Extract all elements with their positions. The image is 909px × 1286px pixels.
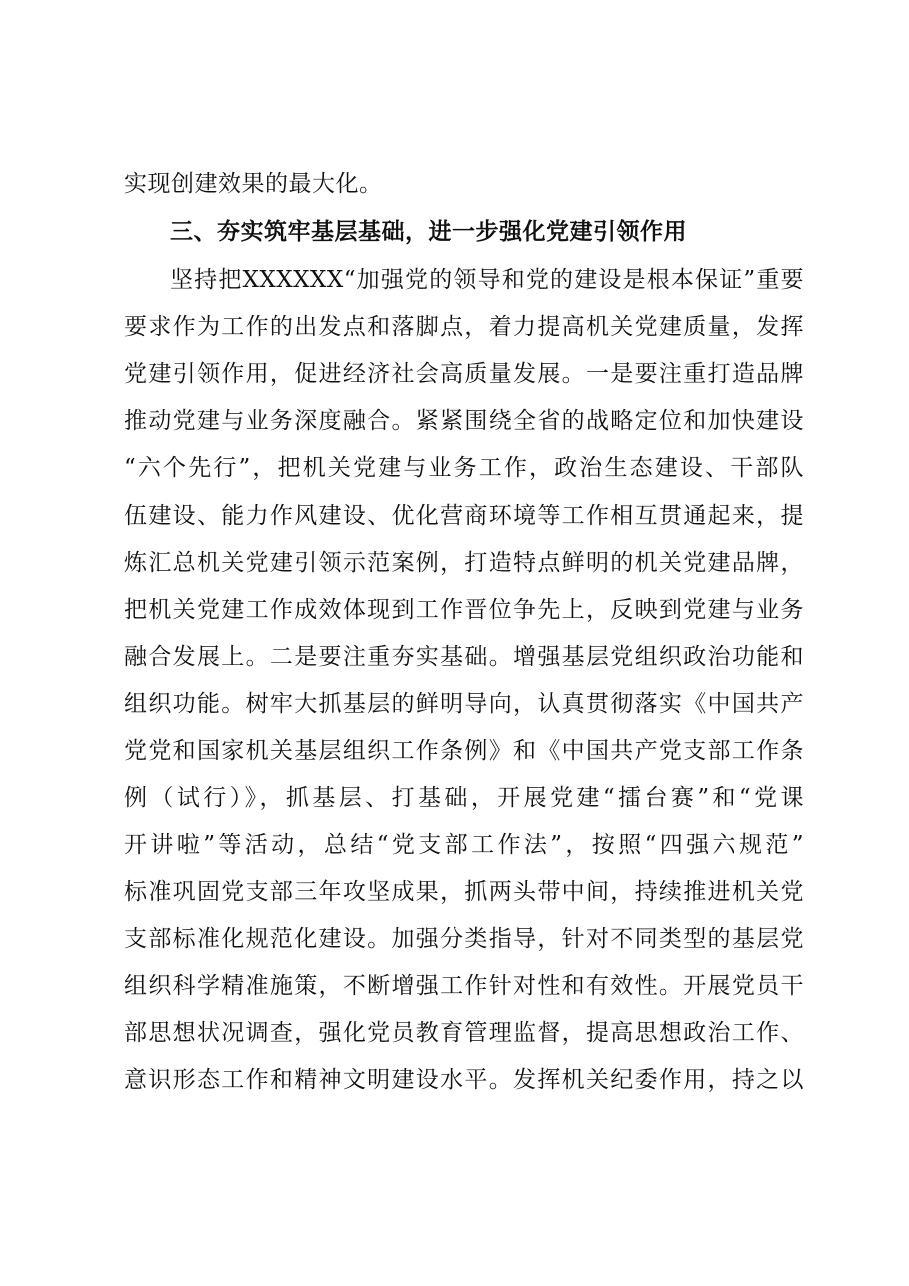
paragraph-line: 意识形态工作和精神文明建设水平。发挥机关纪委作用，持之以 xyxy=(124,1067,804,1093)
paragraph-line: 标准巩固党支部三年攻坚成果，抓两头带中间，持续推进机关党 xyxy=(124,879,804,905)
paragraph-line: 伍建设、能力作风建设、优化营商环境等工作相互贯通起来，提 xyxy=(124,503,804,529)
paragraph-line: 部思想状况调查，强化党员教育管理监督，提高思想政治工作、 xyxy=(124,1020,804,1046)
paragraph-line: 要求作为工作的出发点和落脚点，着力提高机关党建质量，发挥 xyxy=(124,314,804,340)
paragraph-line: 坚持把XXXXXX“加强党的领导和党的建设是根本保证”重要 xyxy=(170,267,804,293)
paragraph-line: 组织科学精准施策，不断增强工作针对性和有效性。开展党员干 xyxy=(124,973,804,999)
paragraph-line: 融合发展上。二是要注重夯实基础。增强基层党组织政治功能和 xyxy=(124,644,804,670)
paragraph-line: 把机关党建工作成效体现到工作晋位争先上，反映到党建与业务 xyxy=(124,597,804,623)
paragraph-line: 党党和国家机关基层组织工作条例》和《中国共产党支部工作条 xyxy=(124,738,804,764)
paragraph-line: 组织功能。树牢大抓基层的鲜明导向，认真贯彻落实《中国共产 xyxy=(124,691,804,717)
paragraph-line: 炼汇总机关党建引领示范案例，打造特点鲜明的机关党建品牌， xyxy=(124,550,804,576)
section-heading: 三、夯实筑牢基层基础，进一步强化党建引领作用 xyxy=(170,219,687,245)
paragraph-line: 例（试行）》，抓基层、打基础，开展党建“擂台赛”和“党课 xyxy=(124,785,804,811)
paragraph-line: 推动党建与业务深度融合。紧紧围绕全省的战略定位和加快建设 xyxy=(124,408,804,434)
intro-line: 实现创建效果的最大化。 xyxy=(124,171,383,197)
paragraph-line: 党建引领作用，促进经济社会高质量发展。一是要注重打造品牌 xyxy=(124,361,804,387)
paragraph-line: 支部标准化规范化建设。加强分类指导，针对不同类型的基层党 xyxy=(124,926,804,952)
paragraph-line: 开讲啦”等活动，总结“党支部工作法”，按照“四强六规范” xyxy=(124,832,804,858)
paragraph-line: “六个先行”，把机关党建与业务工作，政治生态建设、干部队 xyxy=(124,455,804,481)
